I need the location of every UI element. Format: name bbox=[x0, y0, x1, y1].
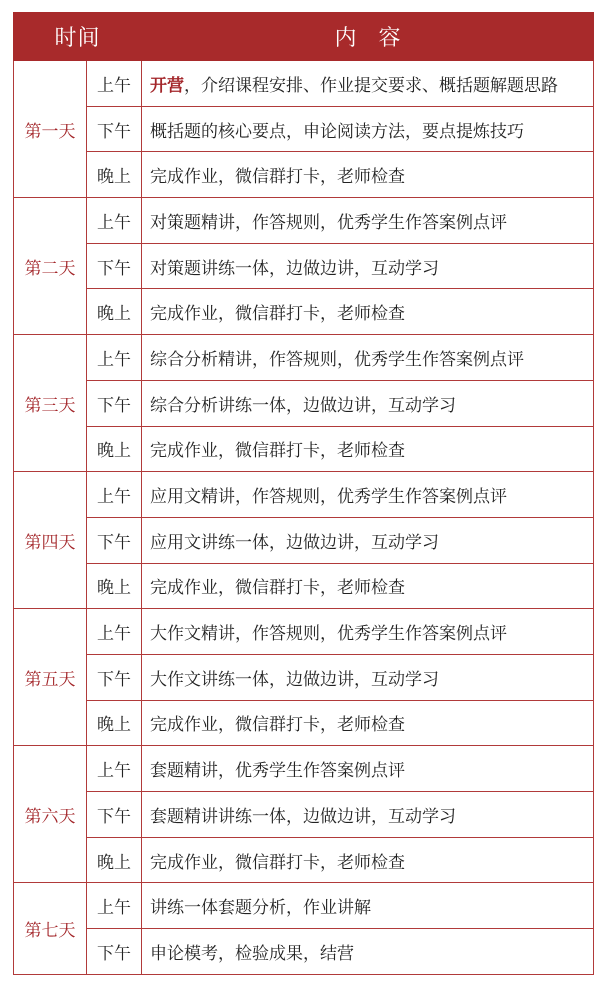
content-text: 对策题精讲，作答规则，优秀学生作答案例点评 bbox=[150, 212, 508, 233]
content-text: 大作文讲练一体，边做边讲，互动学习 bbox=[150, 669, 440, 690]
header-content: 内 容 bbox=[142, 13, 594, 61]
content-text: 完成作业，微信群打卡，老师检查 bbox=[150, 304, 406, 325]
session-content bbox=[142, 563, 594, 609]
session-content bbox=[142, 243, 594, 289]
content-text: 完成作业，微信群打卡，老师检查 bbox=[150, 167, 406, 188]
session-content bbox=[142, 837, 594, 883]
session-content bbox=[142, 472, 594, 518]
content-text: 套题精讲，优秀学生作答案例点评 bbox=[150, 761, 406, 782]
session-content bbox=[142, 198, 594, 244]
session-content bbox=[142, 380, 594, 426]
table-row bbox=[14, 883, 594, 929]
session-content bbox=[142, 106, 594, 152]
content-text: 大作文精讲，作答规则，优秀学生作答案例点评 bbox=[150, 624, 508, 645]
day-label: 第七天 bbox=[14, 883, 87, 974]
table-body bbox=[14, 61, 594, 975]
time-slot: 下午 bbox=[87, 243, 142, 289]
content-text: 概括题的核心要点，申论阅读方法，要点提炼技巧 bbox=[150, 121, 525, 142]
content-text: 申论模考，检验成果，结营 bbox=[150, 943, 355, 964]
session-content bbox=[142, 609, 594, 655]
table-row bbox=[14, 792, 594, 838]
time-slot: 晚上 bbox=[87, 152, 142, 198]
schedule-table bbox=[13, 12, 594, 975]
content-text: 完成作业，微信群打卡，老师检查 bbox=[150, 852, 406, 873]
content-text: 应用文精讲，作答规则，优秀学生作答案例点评 bbox=[150, 487, 508, 508]
time-slot: 下午 bbox=[87, 929, 142, 975]
content-text: 应用文讲练一体，边做边讲，互动学习 bbox=[150, 532, 440, 553]
table-row bbox=[14, 198, 594, 244]
time-slot: 上午 bbox=[87, 609, 142, 655]
content-text: 综合分析精讲，作答规则，优秀学生作答案例点评 bbox=[150, 349, 525, 370]
content-text: 完成作业，微信群打卡，老师检查 bbox=[150, 715, 406, 736]
table-row bbox=[14, 654, 594, 700]
content-text: 套题精讲讲练一体，边做边讲，互动学习 bbox=[150, 806, 457, 827]
table-row bbox=[14, 289, 594, 335]
day-label: 第三天 bbox=[14, 335, 87, 472]
time-slot: 上午 bbox=[87, 472, 142, 518]
time-slot: 上午 bbox=[87, 198, 142, 244]
table-header bbox=[14, 13, 594, 61]
session-content bbox=[142, 61, 594, 107]
session-content bbox=[142, 700, 594, 746]
content-text: 完成作业，微信群打卡，老师检查 bbox=[150, 578, 406, 599]
day-label: 第五天 bbox=[14, 609, 87, 746]
day-label: 第四天 bbox=[14, 472, 87, 609]
table-row bbox=[14, 152, 594, 198]
content-text: ，介绍课程安排、作业提交要求、概括题解题思路 bbox=[184, 75, 559, 96]
session-content bbox=[142, 792, 594, 838]
session-content bbox=[142, 426, 594, 472]
time-slot: 下午 bbox=[87, 517, 142, 563]
table-row bbox=[14, 563, 594, 609]
time-slot: 下午 bbox=[87, 380, 142, 426]
content-text: 对策题讲练一体，边做边讲，互动学习 bbox=[150, 258, 440, 279]
table-row bbox=[14, 837, 594, 883]
table-row bbox=[14, 61, 594, 107]
table-row bbox=[14, 335, 594, 381]
day-label: 第一天 bbox=[14, 61, 87, 198]
content-text: 完成作业，微信群打卡，老师检查 bbox=[150, 441, 406, 462]
session-content bbox=[142, 929, 594, 975]
time-slot: 晚上 bbox=[87, 563, 142, 609]
table-row bbox=[14, 106, 594, 152]
time-slot: 下午 bbox=[87, 654, 142, 700]
day-label: 第六天 bbox=[14, 746, 87, 883]
time-slot: 下午 bbox=[87, 106, 142, 152]
time-slot: 下午 bbox=[87, 792, 142, 838]
content-text: 讲练一体套题分析，作业讲解 bbox=[150, 898, 372, 919]
content-text: 综合分析讲练一体，边做边讲，互动学习 bbox=[150, 395, 457, 416]
time-slot: 晚上 bbox=[87, 426, 142, 472]
table-row bbox=[14, 700, 594, 746]
highlight-text: 开营 bbox=[150, 75, 185, 96]
session-content bbox=[142, 654, 594, 700]
time-slot: 上午 bbox=[87, 335, 142, 381]
time-slot: 晚上 bbox=[87, 289, 142, 335]
table-row bbox=[14, 929, 594, 975]
table-row bbox=[14, 426, 594, 472]
session-content bbox=[142, 152, 594, 198]
session-content bbox=[142, 517, 594, 563]
session-content bbox=[142, 746, 594, 792]
session-content bbox=[142, 289, 594, 335]
table-row bbox=[14, 243, 594, 289]
table-row bbox=[14, 517, 594, 563]
day-label: 第二天 bbox=[14, 198, 87, 335]
time-slot: 晚上 bbox=[87, 837, 142, 883]
table-row bbox=[14, 380, 594, 426]
header-time: 时间 bbox=[14, 13, 142, 61]
time-slot: 上午 bbox=[87, 883, 142, 929]
table-row bbox=[14, 472, 594, 518]
time-slot: 上午 bbox=[87, 61, 142, 107]
table-row bbox=[14, 746, 594, 792]
time-slot: 上午 bbox=[87, 746, 142, 792]
session-content bbox=[142, 883, 594, 929]
session-content bbox=[142, 335, 594, 381]
table-row bbox=[14, 609, 594, 655]
time-slot: 晚上 bbox=[87, 700, 142, 746]
